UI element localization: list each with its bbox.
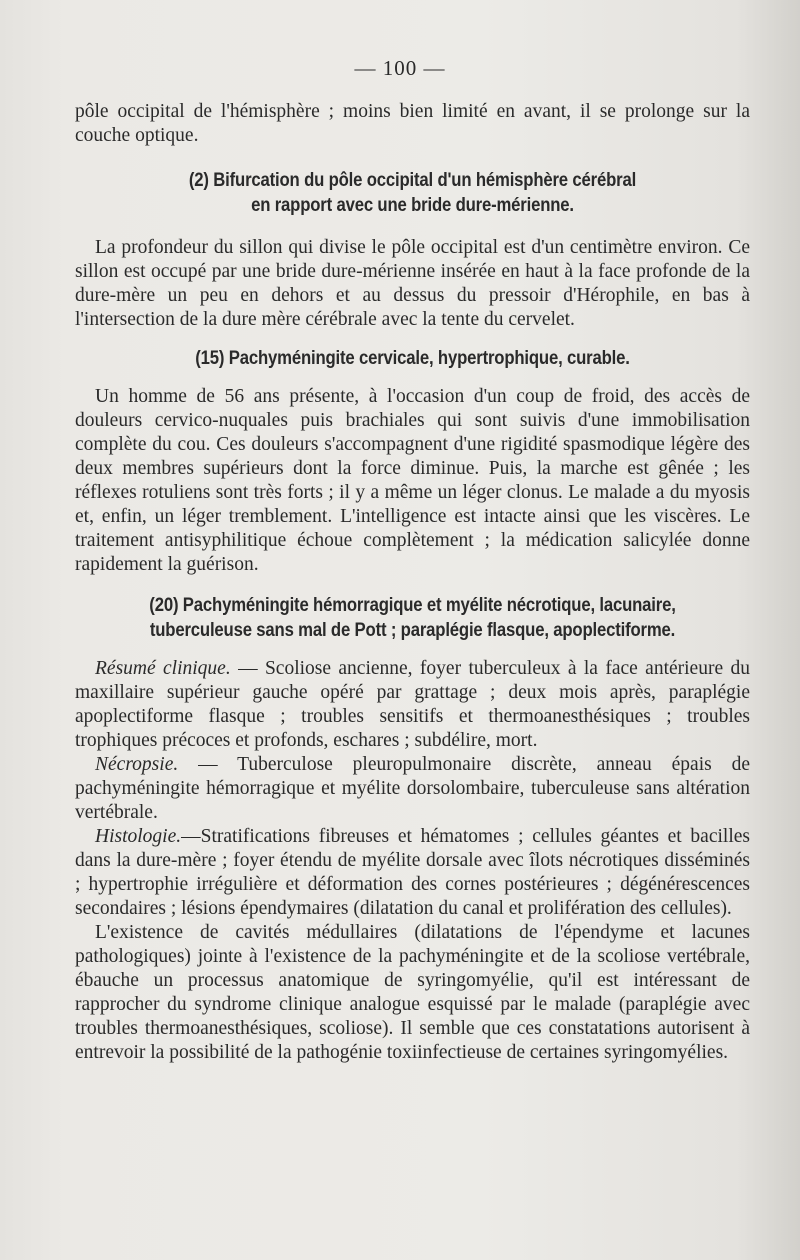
section-heading-pachymeningite-cervicale: (15) Pachyméningite cervicale, hypertrophique, curable. [195, 348, 630, 369]
histologie-text: —Stratifications fibreuses et hématomes ; cellules géantes et bacilles dans la dure-mère ; foyer étendu de myélite dorsale avec îlots nécrotiques disséminés ; hypertrophie irrégulière et déformation des cornes postérieures ; dégénérescences secondaires ; lésions épendymaires (dilatation du canal et prolifération des cellules). [75, 826, 750, 919]
resume-clinique-paragraph [75, 657, 750, 753]
intro-paragraph: pôle occipital de l'hémisphère ; moins bien limité en avant, il se prolonge sur la couche optique. [75, 101, 750, 146]
heading-line: (2) Bifurcation du pôle occipital d'un hémisphère cérébral [188, 170, 637, 191]
page-number: — 100 — [354, 56, 446, 80]
section-heading-pachymeningite-hemorragique [116, 593, 710, 643]
resume-clinique-label: Résumé clinique. [95, 658, 231, 679]
histologie-paragraph [75, 825, 750, 921]
necropsie-paragraph [75, 753, 750, 825]
section-heading-bifurcation [116, 168, 710, 218]
necropsie-label: Nécropsie. [95, 754, 179, 775]
heading-line: (20) Pachyméningite hémorragique et myélite nécrotique, lacunaire, [149, 595, 676, 616]
bifurcation-paragraph: La profondeur du sillon qui divise le pôle occipital est d'un centimètre environ. Ce sillon est occupé par une bride dure-mérienne insérée en haut à la face profonde de la dure-mère un peu en dehors et au dessus du pressoir d'Hérophile, en bas à l'intersection de la dure mère cérébrale avec la tente du cervelet. [75, 237, 750, 330]
pachymeningite-cervicale-paragraph: Un homme de 56 ans présente, à l'occasion d'un coup de froid, des accès de douleurs cervico-nuquales puis brachiales qui sont suivis d'une immobilisation complète du cou. Ces douleurs s'accompagnent d'une rigidité spasmodique légère des deux membres supérieurs dont la force diminue. Puis, la marche est gênée ; les réflexes rotuliens sont très forts ; il y a même un léger clonus. Le malade a du myosis et, enfin, un léger tremblement. L'intelligence est intacte ainsi que les viscères. Le traitement antisyphilitique échoue complètement ; la médication salicylée donne rapidement la guérison. [75, 386, 750, 575]
histologie-label: Histologie. [95, 826, 182, 847]
resume-clinique-text: — Scoliose ancienne, foyer tuberculeux à la face antérieure du maxillaire supérieur gauche opéré par grattage ; deux mois après, paraplégie apoplectiforme flasque ; troubles sensitifs et thermoanesthésiques ; troubles trophiques précoces et profonds, eschares ; subdélire, mort. [75, 658, 750, 751]
heading-line: tuberculeuse sans mal de Pott ; paraplégie flasque, apoplectiforme. [149, 620, 676, 641]
heading-line: en rapport avec une bride dure-mérienne. [251, 195, 574, 216]
necropsie-text: — Tuberculose pleuropulmonaire discrète, anneau épais de pachyméningite hémorragique et myélite dorsolombaire, tuberculeuse sans altération vertébrale. [75, 754, 750, 823]
page-content [75, 100, 750, 1065]
conclusion-paragraph: L'existence de cavités médullaires (dilatations de l'épendyme et lacunes pathologiques) jointe à l'existence de la pachyméningite et de la scoliose vertébrale, ébauche un processus anatomique de syringomyélie, qu'il est intéressant de rapprocher du syndrome clinique analogue esquissé par le malade (paraplégie avec troubles thermoanesthésiques, scoliose). Il semble que ces constatations autorisent à entrevoir la possibilité de la pathogénie toxiinfectieuse de certaines syringomyélies. [75, 922, 750, 1063]
